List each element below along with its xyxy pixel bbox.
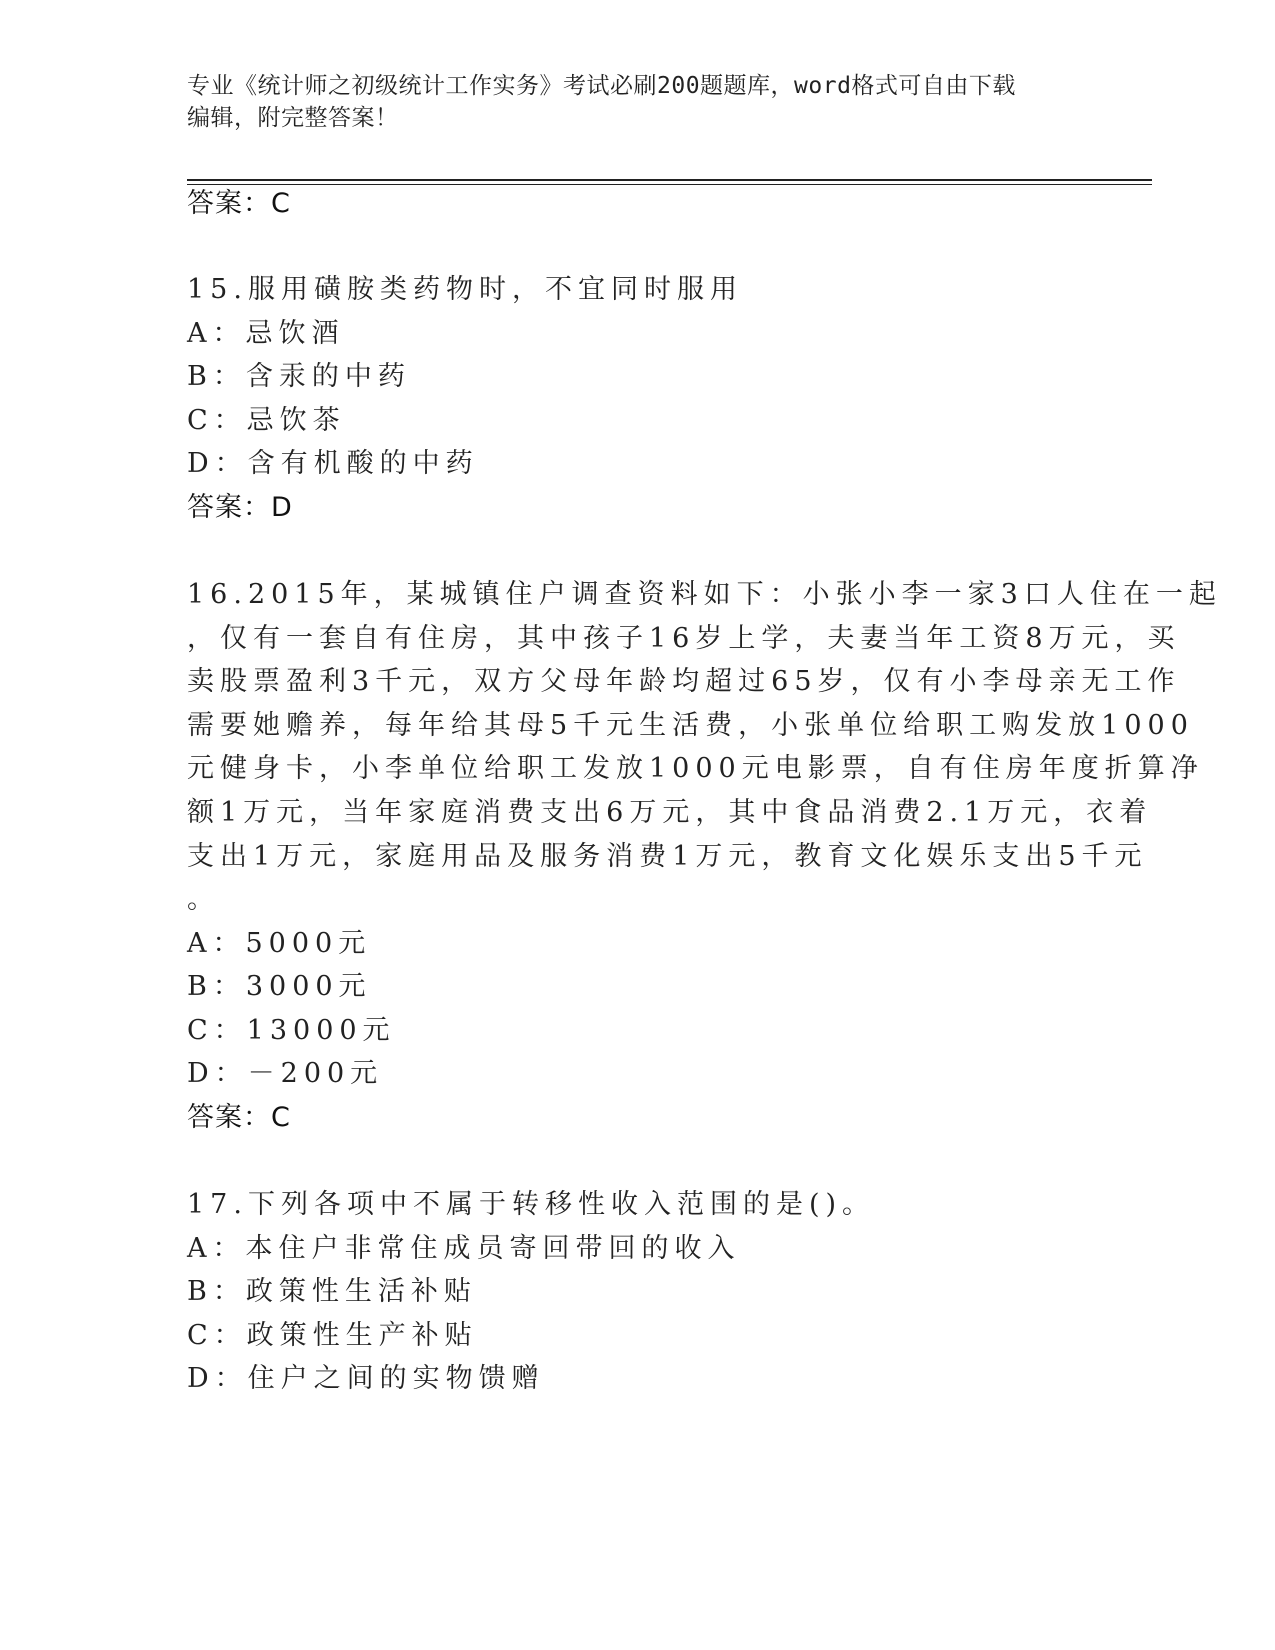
q17-option-d: D：住户之间的实物馈赠 (187, 1363, 545, 1394)
q16-option-c: C：13000元 (187, 1015, 396, 1046)
q16-stem-line-7: 支出1万元，家庭用品及服务消费1万元，教育文化娱乐支出5千元 (187, 841, 1148, 872)
q15-option-a: A：忌饮酒 (187, 318, 345, 349)
q15-option-b: B：含汞的中药 (187, 361, 411, 392)
q16-stem-line-1: 16.2015年，某城镇住户调查资料如下：小张小李一家3口人住在一起 (187, 579, 1222, 610)
q15-answer: 答案：D (187, 492, 293, 523)
q17-option-a: A：本住户非常住成员寄回带回的收入 (187, 1233, 741, 1264)
q15-option-d: D：含有机酸的中药 (187, 448, 479, 479)
q15-stem: 15.服用磺胺类药物时，不宜同时服用 (187, 274, 743, 305)
q17-option-c: C：政策性生产补贴 (187, 1320, 478, 1351)
q16-option-d: D：－200元 (187, 1058, 384, 1089)
q16-stem-line-2: ，仅有一套自有住房，其中孩子16岁上学，夫妻当年工资8万元，买 (187, 623, 1181, 654)
header-line-2: 编辑，附完整答案！ (187, 105, 399, 131)
header-line-1: 专业《统计师之初级统计工作实务》考试必刷200题题库，word格式可自由下载 (187, 73, 1016, 99)
q16-option-a: A：5000元 (187, 928, 372, 959)
q16-stem-line-5: 元健身卡，小李单位给职工发放1000元电影票，自有住房年度折算净 (187, 753, 1204, 784)
q16-stem-line-4: 需要她赡养，每年给其母5千元生活费，小张单位给职工购发放1000 (187, 710, 1194, 741)
page-header (187, 70, 1067, 134)
q16-option-b: B：3000元 (187, 971, 372, 1002)
q15-option-c: C：忌饮茶 (187, 405, 346, 436)
q17-stem: 17.下列各项中不属于转移性收入范围的是()。 (187, 1189, 876, 1220)
q16-stem-line-8: 。 (187, 884, 220, 915)
header-rule-thin (187, 184, 1152, 185)
header-rule-thick (187, 179, 1152, 181)
q16-stem-line-3: 卖股票盈利3千元，双方父母年龄均超过65岁，仅有小李母亲无工作 (187, 666, 1181, 697)
q16-stem-line-6: 额1万元，当年家庭消费支出6万元，其中食品消费2.1万元，衣着 (187, 797, 1153, 828)
answer-previous: 答案：C (187, 188, 291, 219)
q17-option-b: B：政策性生活补贴 (187, 1276, 477, 1307)
q16-answer: 答案：C (187, 1102, 291, 1133)
